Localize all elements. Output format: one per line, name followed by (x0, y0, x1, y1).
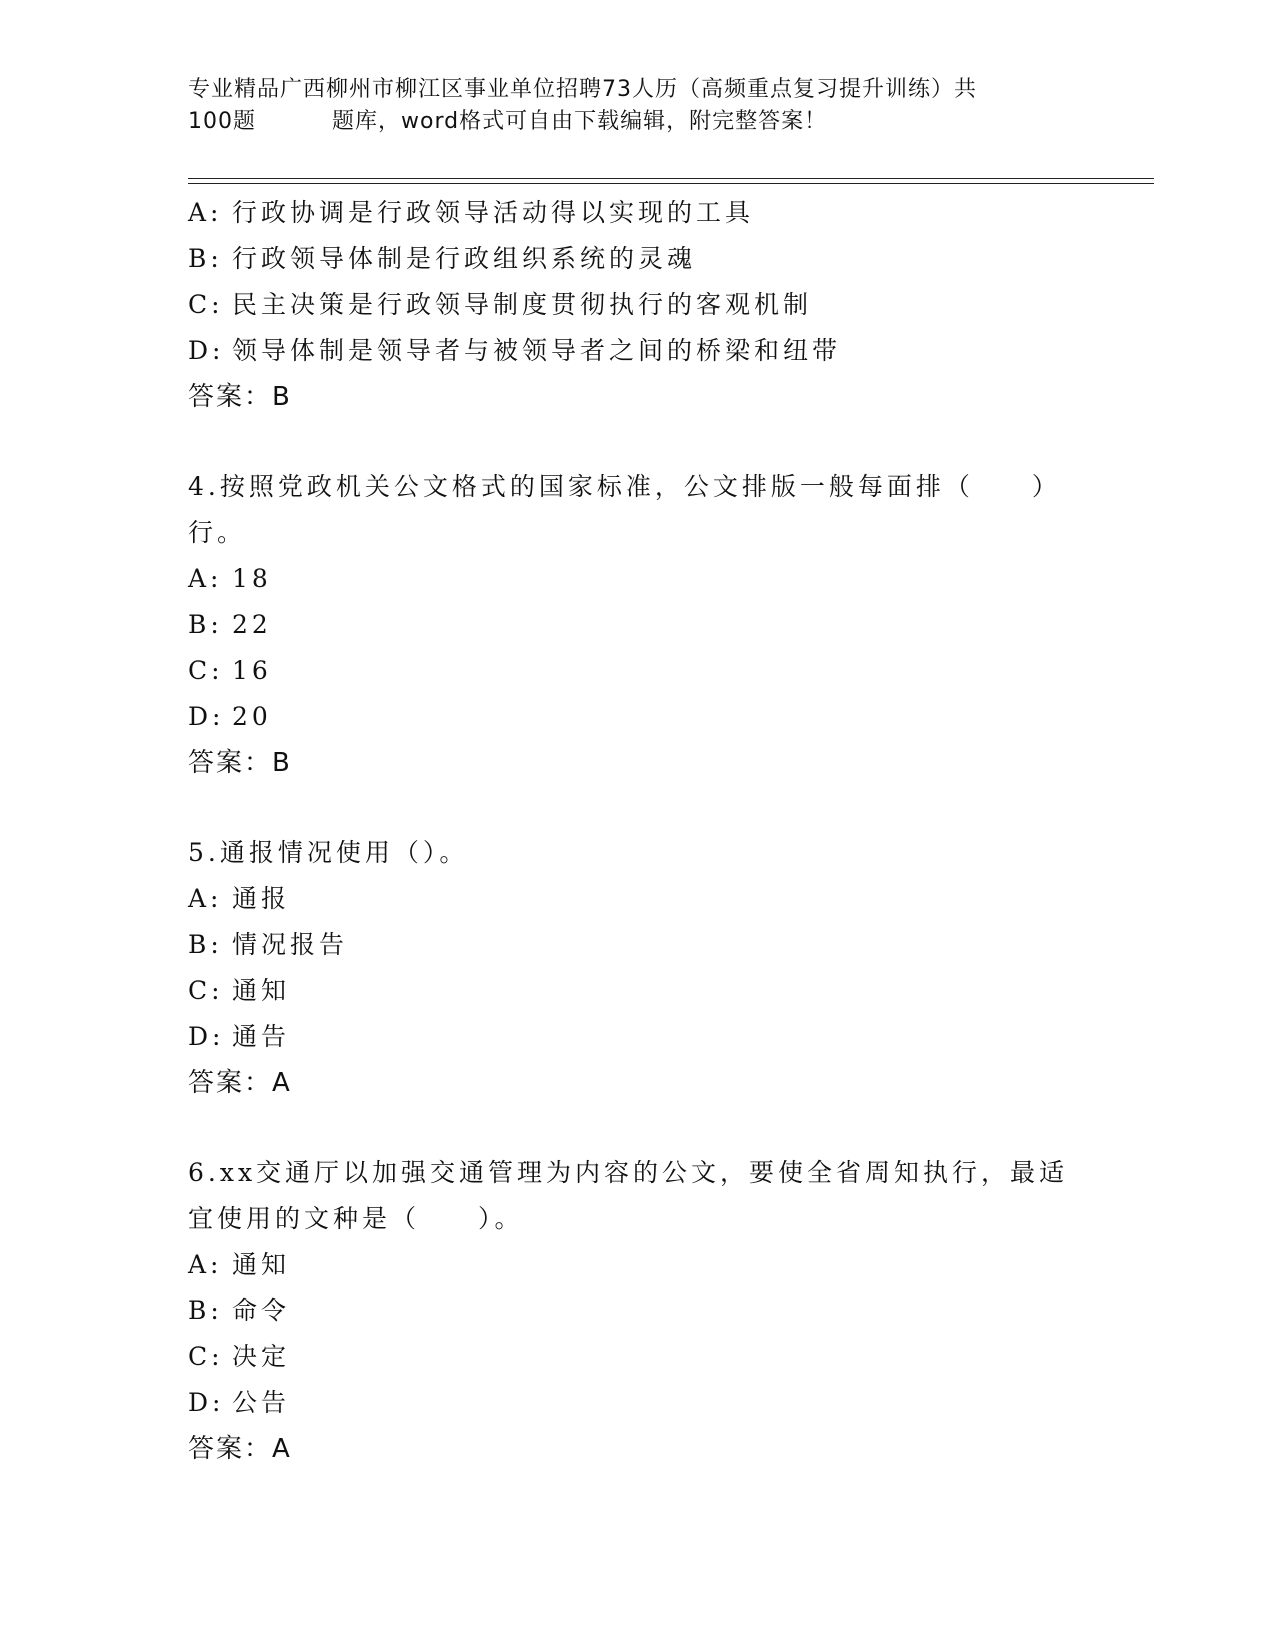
answer-text: 答案：B (188, 382, 292, 412)
question-list (188, 190, 1088, 1472)
option-a: A: 行政协调是行政领导活动得以实现的工具 (188, 198, 755, 227)
option-c: C: 通知 (188, 976, 291, 1005)
header-title-line-1: 专业精品广西柳州市柳江区事业单位招聘73人历（高频重点复习提升训练）共 (188, 77, 977, 102)
header-question-count: 100题 (188, 109, 256, 134)
option-d: D: 公告 (188, 1388, 291, 1417)
question-title-continued: 宜使用的文种是（ ）。 (188, 1204, 524, 1233)
option-b: B: 22 (188, 610, 272, 639)
option-d: D: 领导体制是领导者与被领导者之间的桥梁和纽带 (188, 336, 842, 365)
question-block (188, 1150, 1088, 1472)
header-description: 题库，word格式可自由下载编辑，附完整答案！ (332, 109, 828, 134)
question-title: 6.xx交通厅以加强交通管理为内容的公文，要使全省周知执行，最适 (188, 1158, 1069, 1187)
option-d: D: 通告 (188, 1022, 291, 1051)
header-title-line-2 (188, 106, 1068, 138)
answer-text: 答案：A (188, 1434, 292, 1464)
option-b: B: 行政领导体制是行政组织系统的灵魂 (188, 244, 697, 273)
question-title: 4.按照党政机关公文格式的国家标准，公文排版一般每面排（ ） (188, 472, 1061, 501)
header-divider-bottom (188, 183, 1154, 184)
question-block (188, 830, 1088, 1106)
document-header (188, 74, 1068, 138)
question-title-continued: 行。 (188, 518, 247, 547)
option-a: A: 通报 (188, 884, 291, 913)
option-c: C: 民主决策是行政领导制度贯彻执行的客观机制 (188, 290, 813, 319)
option-c: C: 决定 (188, 1342, 291, 1371)
option-b: B: 情况报告 (188, 930, 349, 959)
question-block (188, 190, 1088, 420)
option-a: A: 通知 (188, 1250, 291, 1279)
option-b: B: 命令 (188, 1296, 291, 1325)
question-title: 5.通报情况使用（）。 (188, 838, 469, 867)
question-block (188, 464, 1088, 786)
answer-text: 答案：A (188, 1068, 292, 1098)
option-c: C: 16 (188, 656, 272, 685)
option-a: A: 18 (188, 564, 272, 593)
answer-text: 答案：B (188, 748, 292, 778)
option-d: D: 20 (188, 702, 272, 731)
header-divider-top (188, 178, 1154, 179)
